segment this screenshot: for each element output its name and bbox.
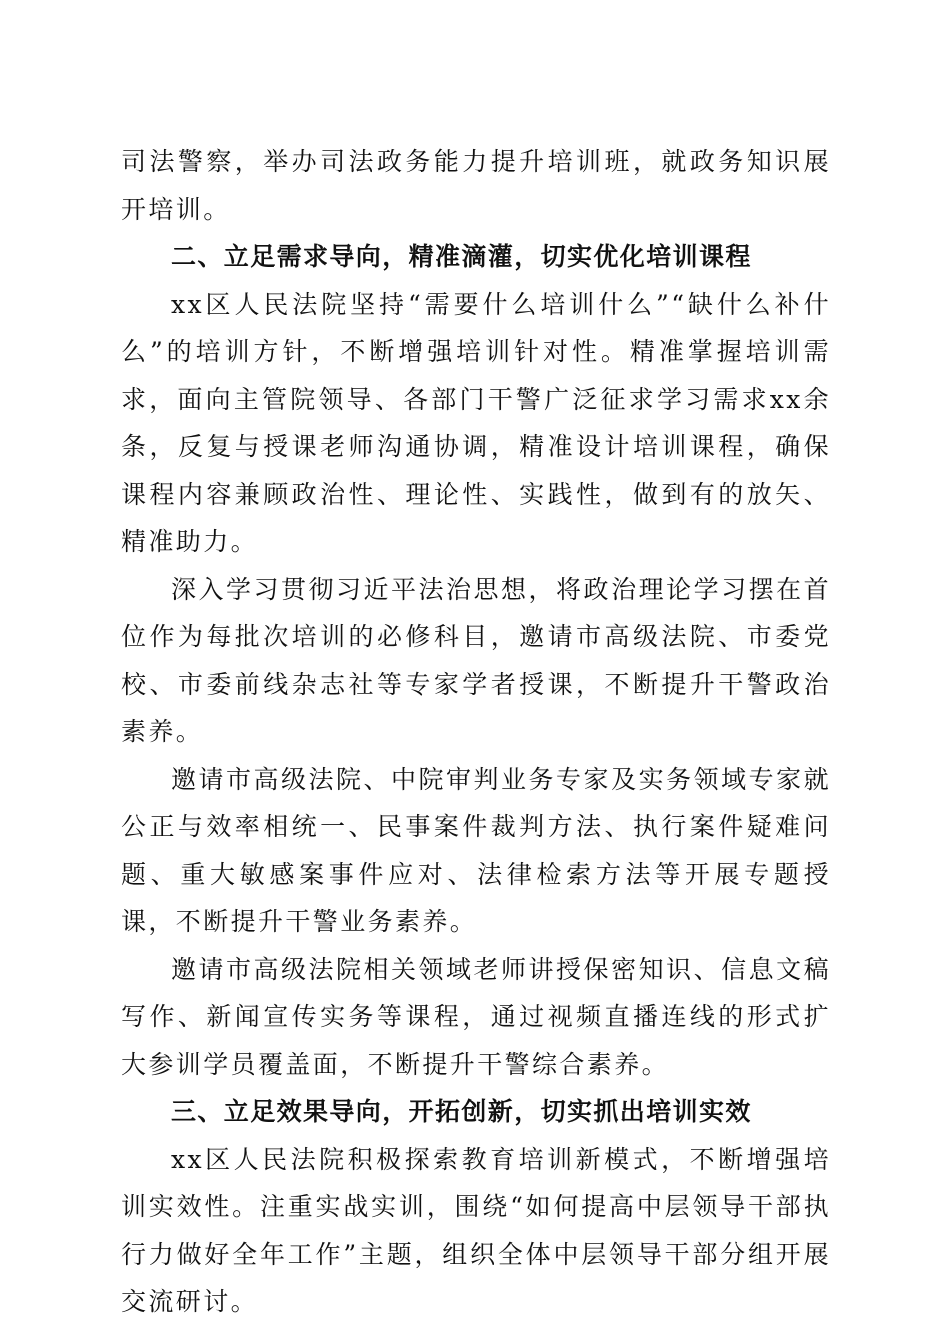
paragraph-political-theory: 深入学习贯彻习近平法治思想，将政治理论学习摆在首位作为每批次培训的必修科目，邀请市高级法院、市委党校、市委前线杂志社等专家学者授课，不断提升干警政治素养。: [121, 574, 831, 746]
section-heading-3: 三、立足效果导向，开拓创新，切实抓出培训实效: [171, 1097, 752, 1126]
section-heading-2: 二、立足需求导向，精准滴灌，切实优化培训课程: [171, 242, 752, 271]
paragraph-business-experts: 邀请市高级法院、中院审判业务专家及实务领域专家就公正与效率相统一、民事案件裁判方法、执行案件疑难问题、重大敏感案事件应对、法律检索方法等开展专题授课，不断提升干警业务素养。: [121, 764, 831, 936]
paragraph-new-model: xx区人民法院积极探索教育培训新模式，不断增强培训实效性。注重实战实训，围绕“如何提高中层领导干部执行力做好全年工作”主题，组织全体中层领导干部分组开展交流研讨。: [121, 1144, 831, 1316]
document-body: [121, 138, 831, 1326]
paragraph-comprehensive-skills: 邀请市高级法院相关领域老师讲授保密知识、信息文稿写作、新闻宣传实务等课程，通过视频直播连线的形式扩大参训学员覆盖面，不断提升干警综合素养。: [121, 954, 831, 1079]
paragraph-continued: 司法警察，举办司法政务能力提升培训班，就政务知识展开培训。: [121, 147, 831, 224]
paragraph-training-policy: xx区人民法院坚持“需要什么培训什么”“缺什么补什么”的培训方针，不断增强培训针对性。精准掌握培训需求，面向主管院领导、各部门干警广泛征求学习需求xx余条，反复与授课老师沟通协调，精准设计培训课程，确保课程内容兼顾政治性、理论性、实践性，做到有的放矢、精准助力。: [121, 289, 831, 556]
